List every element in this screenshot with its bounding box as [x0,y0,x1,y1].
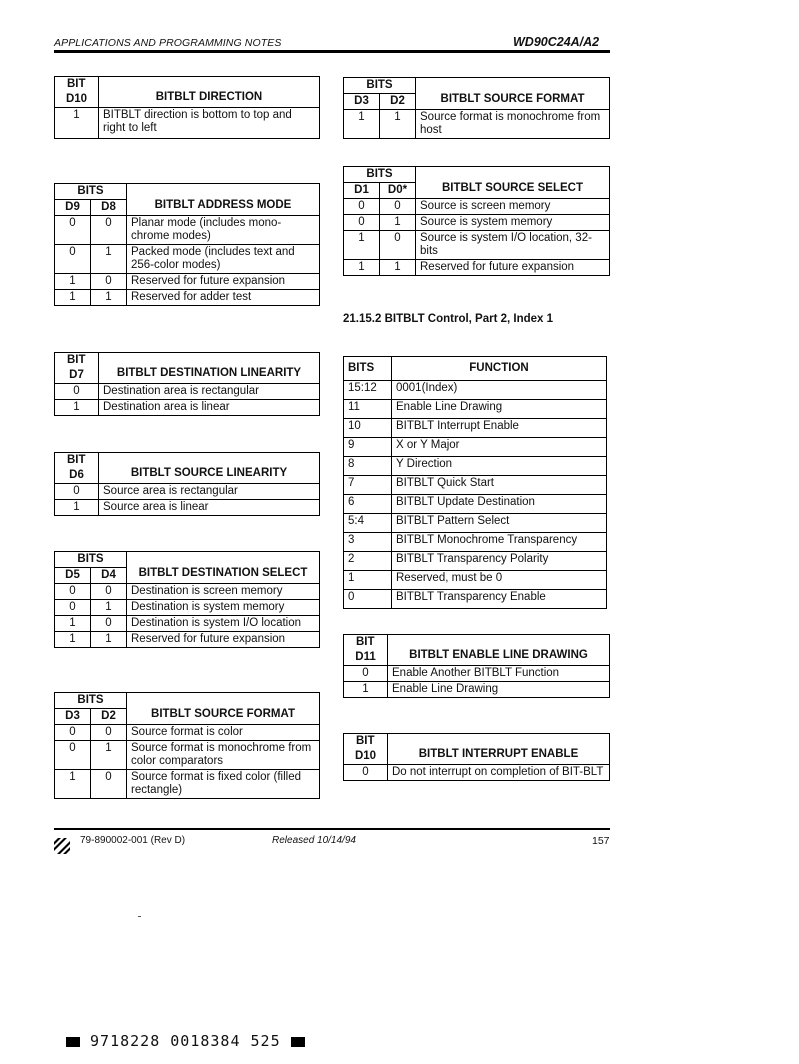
bitblt-interrupt-enable-table [343,733,610,781]
table-row [344,400,607,419]
bit-range: 0 [344,590,392,609]
table-row [55,108,320,139]
bit-value: 1 [55,108,99,139]
document-number: 79-890002-001 (Rev D) [80,835,186,846]
bit-number: D3 [55,709,91,725]
table-row [55,725,320,741]
bits-label: BITS [344,78,416,94]
table-row [344,110,610,139]
table-header-row [55,453,320,469]
table-row [55,500,320,516]
bit-value: 0 [55,584,91,600]
table-title: BITBLT ADDRESS MODE [127,184,320,216]
table-row [344,199,610,215]
table-row [344,682,610,698]
table-header-row [344,357,607,381]
barcode-line [66,1032,305,1050]
table-title: BITBLT SOURCE SELECT [416,167,610,199]
bit-description: Source is system I/O location, 32-bits [416,231,610,260]
table-header-row [344,167,610,183]
bit-value: 0 [55,484,99,500]
table-row [344,215,610,231]
bit-range: 5:4 [344,514,392,533]
bitblt-destination-select-table [54,551,320,648]
table-row [344,438,607,457]
bit-value: 1 [55,632,91,648]
bit-range: 10 [344,419,392,438]
table-row [344,260,610,276]
section-heading: 21.15.2 BITBLT Control, Part 2, Index 1 [343,313,554,325]
bit-label: BIT [55,353,99,369]
bit-value: 1 [55,400,99,416]
bit-description: Source area is linear [99,500,320,516]
bit-value: 0 [91,725,127,741]
bit-description: Reserved for adder test [127,290,320,306]
table-header-row [344,734,610,750]
bit-description: Reserved for future expansion [127,274,320,290]
bit-range: 11 [344,400,392,419]
bit-function: BITBLT Update Destination [392,495,607,514]
bit-description: Planar mode (includes mono-chrome modes) [127,216,320,245]
bit-label: BIT [55,453,99,469]
bit-number: D10 [344,749,388,765]
table-header-row [55,353,320,369]
table-row [55,584,320,600]
bit-function: BITBLT Transparency Polarity [392,552,607,571]
table-row [344,765,610,781]
bit-value: 0 [344,215,380,231]
bits-label: BITS [55,693,127,709]
bit-range: 15:12 [344,381,392,400]
bit-value: 0 [55,216,91,245]
bit-value: 0 [344,199,380,215]
bits-column-header: BITS [344,357,392,381]
bit-value: 0 [344,765,388,781]
table-row [344,533,607,552]
header-rule [54,50,610,53]
bit-value: 1 [380,260,416,276]
table-row [344,457,607,476]
table-row [344,495,607,514]
bit-value: 0 [91,584,127,600]
bitblt-enable-line-drawing-table [343,634,610,698]
bit-value: 0 [91,216,127,245]
bit-description: Reserved for future expansion [416,260,610,276]
table-header-row [344,635,610,651]
table-header-row [55,184,320,200]
bit-description: Source is screen memory [416,199,610,215]
bit-number: D5 [55,568,91,584]
bit-description: Destination is system I/O location [127,616,320,632]
bit-description: Destination is system memory [127,600,320,616]
bit-number: D9 [55,200,91,216]
bit-value: 1 [55,290,91,306]
table-row [344,590,607,609]
table-title: BITBLT ENABLE LINE DRAWING [388,635,610,666]
bit-value: 1 [344,231,380,260]
table-row [344,419,607,438]
bit-function: BITBLT Pattern Select [392,514,607,533]
table-row [344,231,610,260]
bit-value: 0 [55,600,91,616]
table-header-row [55,552,320,568]
bitblt-address-mode-table [54,183,320,306]
bit-value: 1 [55,274,91,290]
table-title: BITBLT DESTINATION SELECT [127,552,320,584]
page-number: 157 [592,835,610,847]
bit-value: 1 [380,215,416,231]
bit-value: 0 [380,199,416,215]
western-digital-logo-icon [54,838,70,854]
release-date: Released 10/14/94 [272,835,356,846]
bit-label: BIT [344,635,388,651]
bit-description: Source is system memory [416,215,610,231]
table-row [344,552,607,571]
bit-range: 6 [344,495,392,514]
bit-value: 1 [344,260,380,276]
bit-description: Source format is fixed color (filled rectangle) [127,770,320,799]
bit-value: 0 [55,245,91,274]
bit-number: D10 [55,92,99,108]
bit-value: 1 [380,110,416,139]
scan-speck [138,916,141,917]
running-header-part-number: WD90C24A/A2 [513,35,600,49]
table-title: BITBLT INTERRUPT ENABLE [388,734,610,765]
table-row [55,600,320,616]
table-title: BITBLT SOURCE LINEARITY [99,453,320,484]
table-row [55,216,320,245]
bit-description: Reserved for future expansion [127,632,320,648]
bit-number: D2 [380,94,416,110]
bitblt-source-format-table-right [343,77,610,139]
bit-description: Enable Line Drawing [388,682,610,698]
bit-function: Enable Line Drawing [392,400,607,419]
bits-label: BITS [344,167,416,183]
bit-number: D7 [55,368,99,384]
bit-value: 1 [344,110,380,139]
table-header-row [344,78,610,94]
bit-function: Reserved, must be 0 [392,571,607,590]
bit-range: 1 [344,571,392,590]
table-row [55,274,320,290]
table-row [55,400,320,416]
bit-number: D11 [344,650,388,666]
table-row [55,484,320,500]
bit-value: 1 [91,741,127,770]
bits-label: BITS [55,552,127,568]
bit-value: 1 [91,632,127,648]
table-row [55,741,320,770]
bit-description: Source area is rectangular [99,484,320,500]
bit-range: 2 [344,552,392,571]
bit-value: 0 [91,770,127,799]
table-row [344,571,607,590]
bit-number: D0* [380,183,416,199]
bit-description: Destination is screen memory [127,584,320,600]
table-title: BITBLT SOURCE FORMAT [127,693,320,725]
bit-value: 1 [91,245,127,274]
table-row [344,381,607,400]
bit-number: D1 [344,183,380,199]
bit-description: Do not interrupt on completion of BIT-BLT [388,765,610,781]
bit-range: 3 [344,533,392,552]
table-row [344,514,607,533]
barcode-text: 9718228 0018384 525 [90,1032,281,1050]
bit-number: D4 [91,568,127,584]
bit-value: 1 [55,616,91,632]
barcode-marker-icon [291,1037,305,1047]
bit-value: 0 [55,725,91,741]
bit-value: 1 [91,600,127,616]
footer-rule [54,828,610,830]
bit-function: BITBLT Interrupt Enable [392,419,607,438]
bit-function: Y Direction [392,457,607,476]
bit-range: 8 [344,457,392,476]
bit-value: 1 [91,290,127,306]
table-title: BITBLT DIRECTION [99,77,320,108]
table-row [55,616,320,632]
table-row [344,476,607,495]
bitblt-source-linearity-table [54,452,320,516]
bit-function: BITBLT Monochrome Transparency [392,533,607,552]
bit-description: Destination area is linear [99,400,320,416]
bit-value: 1 [55,500,99,516]
table-header-row [55,693,320,709]
bit-description: Destination area is rectangular [99,384,320,400]
bitblt-direction-table [54,76,320,139]
bit-function: BITBLT Transparency Enable [392,590,607,609]
bit-label: BIT [55,77,99,93]
bitblt-destination-linearity-table [54,352,320,416]
bit-value: 0 [380,231,416,260]
table-row [55,384,320,400]
bit-function: 0001(Index) [392,381,607,400]
bit-value: 1 [344,682,388,698]
table-row [55,290,320,306]
table-row [55,770,320,799]
bit-function: X or Y Major [392,438,607,457]
bit-range: 9 [344,438,392,457]
table-title: BITBLT DESTINATION LINEARITY [99,353,320,384]
bit-value: 0 [344,666,388,682]
bit-value: 0 [91,616,127,632]
table-title: BITBLT SOURCE FORMAT [416,78,610,110]
bitblt-control-part2-function-table [343,356,607,609]
function-column-header: FUNCTION [392,357,607,381]
bit-description: Packed mode (includes text and 256-color modes) [127,245,320,274]
bit-range: 7 [344,476,392,495]
bits-label: BITS [55,184,127,200]
bit-value: 1 [55,770,91,799]
running-header-title: APPLICATIONS AND PROGRAMMING NOTES [54,37,282,49]
bitblt-source-format-table-left [54,692,320,799]
bit-value: 0 [91,274,127,290]
bit-number: D3 [344,94,380,110]
barcode-marker-icon [66,1037,80,1047]
table-header-row [55,77,320,93]
bit-number: D8 [91,200,127,216]
bit-function: BITBLT Quick Start [392,476,607,495]
bitblt-source-select-table [343,166,610,276]
bit-description: BITBLT direction is bottom to top and right to left [99,108,320,139]
bit-description: Source format is monochrome from host [416,110,610,139]
bit-number: D6 [55,468,99,484]
table-row [55,245,320,274]
bit-description: Source format is color [127,725,320,741]
bit-label: BIT [344,734,388,750]
bit-description: Enable Another BITBLT Function [388,666,610,682]
table-row [344,666,610,682]
bit-description: Source format is monochrome from color comparators [127,741,320,770]
bit-number: D2 [91,709,127,725]
table-row [55,632,320,648]
bit-value: 0 [55,741,91,770]
bit-value: 0 [55,384,99,400]
